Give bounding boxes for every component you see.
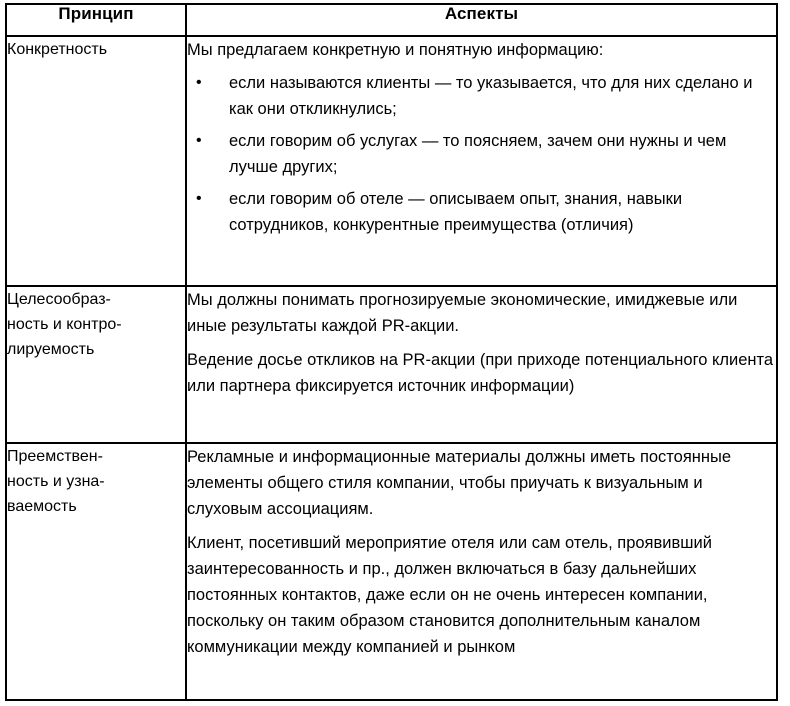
bullet-icon: • — [196, 74, 202, 91]
principle-line: Преемствен- — [7, 448, 103, 465]
principle-line: Конкретность — [7, 41, 108, 58]
table-header — [6, 4, 777, 36]
list-item — [187, 70, 776, 122]
principle-line: Целесообраз- — [7, 291, 111, 308]
principles-table — [5, 3, 778, 701]
aspects-intro: Мы предлагаем конкретную и понятную информацию: — [187, 41, 604, 59]
cell-principle — [6, 286, 186, 443]
aspects-paragraph: Клиент, посетивший мероприятие отеля или сам отель, проявивший заинтересованность и пр., должен включаться в базу дальнейших постоянных контактов, даже если он не очень интересен компании, поскольку он таким образом становится дополнительным каналом коммуникации между компанией и рынком — [187, 534, 712, 656]
aspects-paragraph: Мы должны понимать прогнозируемые экономические, имиджевые или иные результаты каждой PR-акции. — [187, 291, 738, 335]
list-item — [187, 128, 776, 180]
column-header-principle: Принцип — [6, 4, 186, 36]
list-item — [187, 186, 776, 238]
list-item-text: если называются клиенты — то указывается, что для них сделано и как они откликнулись; — [229, 74, 753, 118]
table-header-row — [6, 4, 777, 36]
bullet-icon: • — [196, 132, 202, 149]
cell-aspects — [186, 36, 777, 286]
cell-principle — [6, 443, 186, 700]
table-body — [6, 36, 777, 700]
list-item-text: если говорим об отеле — описываем опыт, знания, навыки сотрудников, конкурентные преимущества (отличия) — [229, 190, 683, 234]
table-row — [6, 286, 777, 443]
principle-line: ваемость — [7, 498, 77, 515]
column-header-aspects: Аспекты — [186, 4, 777, 36]
cell-aspects — [186, 286, 777, 443]
list-item-text: если говорим об услугах — то поясняем, зачем они нужны и чем лучше других; — [229, 132, 727, 176]
principle-line: лируемость — [7, 341, 95, 358]
cell-principle — [6, 36, 186, 286]
principle-line: ность и контро- — [7, 316, 122, 333]
aspects-paragraph: Рекламные и информационные материалы должны иметь постоянные элементы общего стиля компании, чтобы приучать к визуальным и слуховым ассоциациям. — [187, 448, 732, 518]
bullet-icon: • — [196, 190, 202, 207]
cell-aspects — [186, 443, 777, 700]
table-row — [6, 36, 777, 286]
aspects-bullet-list — [187, 70, 776, 238]
principle-line: ность и узна- — [7, 473, 105, 490]
table-row — [6, 443, 777, 700]
aspects-paragraph: Ведение досье откликов на PR-акции (при приходе потенциального клиента или партнера фиксируется источник информации) — [187, 351, 774, 395]
